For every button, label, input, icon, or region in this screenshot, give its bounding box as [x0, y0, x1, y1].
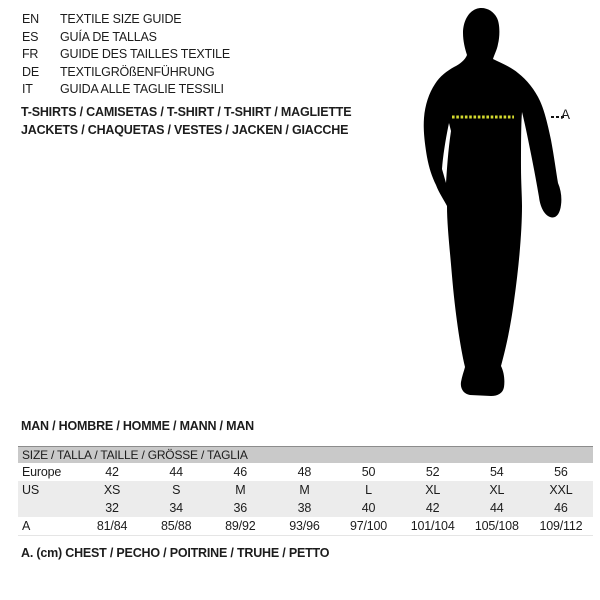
size-value-cell: 54: [490, 465, 504, 479]
language-row: [22, 29, 230, 47]
language-label: GUIDA ALLE TAGLIE TESSILI: [60, 82, 224, 96]
section-title: MAN / HOMBRE / HOMME / MANN / MAN: [21, 419, 254, 433]
man-silhouette: [424, 8, 562, 396]
row-label-cell: US: [18, 481, 80, 499]
garment-types-line-jackets: JACKETS / CHAQUETAS / VESTES / JACKEN / GIACCHE: [21, 123, 349, 137]
size-value-cell: XXL: [529, 481, 593, 499]
language-row: [22, 11, 230, 29]
table-row-chest-a: [18, 517, 593, 536]
size-value-cell: M: [272, 481, 336, 499]
size-table-header-row: [18, 447, 593, 464]
size-value-cell: 48: [297, 465, 312, 479]
garment-types: [21, 103, 351, 139]
size-value-cell: L: [337, 481, 401, 499]
size-value-cell: 93/96: [289, 519, 320, 533]
size-value-cell: M: [208, 481, 272, 499]
size-value-cell: 81/84: [96, 519, 128, 533]
size-value-cell: 50: [361, 465, 376, 479]
language-row: [22, 64, 230, 82]
size-table-header-label: SIZE / TALLA / TAILLE / GRÖSSE / TAGLIA: [18, 447, 593, 464]
size-value-cell: 32: [80, 499, 144, 517]
language-code: ES: [22, 29, 39, 44]
size-value-cell: 44: [169, 465, 183, 479]
size-value-cell: 40: [337, 499, 401, 517]
size-value-cell: 97/100: [350, 519, 388, 533]
size-value-cell: S: [144, 481, 208, 499]
language-guide-list: [22, 11, 230, 99]
man-silhouette-figure: [410, 5, 570, 397]
size-value-cell: 56: [554, 465, 568, 479]
size-value-cell: 85/88: [161, 519, 192, 533]
row-label-cell: [18, 499, 80, 517]
size-value-cell: 101/104: [410, 519, 455, 533]
table-row-us: [18, 481, 593, 499]
size-value-cell: XL: [401, 481, 465, 499]
language-code: FR: [22, 47, 39, 61]
table-row-europe: [18, 463, 593, 481]
size-value-cell: 42: [401, 499, 465, 517]
language-label: GUÍA DE TALLAS: [60, 29, 157, 44]
size-value-cell: XL: [465, 481, 529, 499]
size-value-cell: 42: [105, 465, 119, 479]
size-value-cell: 52: [425, 465, 440, 479]
row-label-cell: A: [22, 519, 31, 533]
row-label-cell: Europe: [22, 465, 62, 479]
size-value-cell: 46: [233, 465, 248, 479]
size-value-cell: 34: [144, 499, 208, 517]
garment-types-line-tshirts: T-SHIRTS / CAMISETAS / T-SHIRT / T-SHIRT / MAGLIETTE: [21, 105, 352, 119]
language-code: EN: [22, 12, 39, 26]
language-row: [22, 46, 230, 64]
size-table: [18, 446, 593, 536]
size-value-cell: 44: [465, 499, 529, 517]
footnote-chest-measure: A. (cm) CHEST / PECHO / POITRINE / TRUHE / PETTO: [21, 546, 330, 560]
size-value-cell: 38: [272, 499, 336, 517]
language-code: IT: [22, 82, 33, 96]
size-value-cell: 46: [529, 499, 593, 517]
size-value-cell: 109/112: [539, 519, 583, 533]
measure-label-a: A: [561, 107, 570, 122]
table-row-us-numeric: [18, 499, 593, 517]
size-value-cell: XS: [80, 481, 144, 499]
language-label: TEXTILE SIZE GUIDE: [60, 12, 182, 26]
size-value-cell: 105/108: [474, 519, 519, 533]
language-code: DE: [22, 64, 39, 79]
size-value-cell: 89/92: [225, 519, 256, 533]
size-value-cell: 36: [208, 499, 272, 517]
language-label: TEXTILGRÖßENFÜHRUNG: [60, 64, 215, 79]
language-row: [22, 81, 230, 99]
language-label: GUIDE DES TAILLES TEXTILE: [60, 47, 231, 61]
